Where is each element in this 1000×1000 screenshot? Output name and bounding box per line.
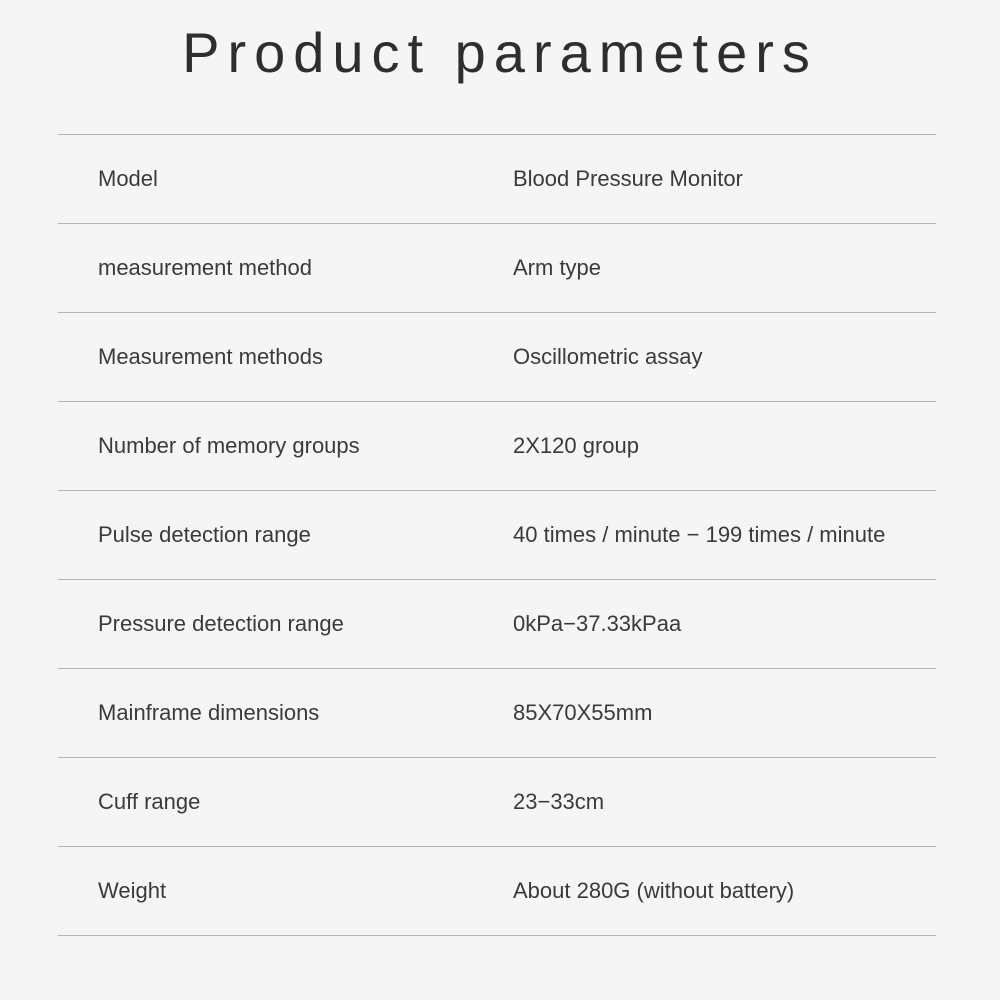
row-label: Pulse detection range — [98, 522, 311, 547]
parameters-table — [58, 134, 936, 936]
table-row — [58, 134, 936, 223]
row-label: Mainframe dimensions — [98, 700, 320, 725]
table-row — [58, 223, 936, 312]
row-label: Pressure detection range — [98, 611, 344, 636]
row-value: 0kPa−37.33kPaa — [513, 611, 682, 636]
table-row — [58, 757, 936, 846]
row-label: Model — [98, 166, 158, 191]
row-value: 85X70X55mm — [513, 700, 653, 725]
table-row — [58, 490, 936, 579]
table-row — [58, 579, 936, 668]
row-value: About 280G (without battery) — [513, 878, 795, 903]
row-label: Cuff range — [98, 789, 201, 814]
row-label: Weight — [98, 878, 167, 903]
row-value: Blood Pressure Monitor — [513, 166, 743, 191]
table-row — [58, 401, 936, 490]
table-row — [58, 668, 936, 757]
row-value: Arm type — [513, 255, 602, 280]
row-label: measurement method — [98, 255, 312, 280]
table-row — [58, 312, 936, 401]
row-value: 40 times / minute − 199 times / minute — [513, 522, 886, 547]
row-label: Number of memory groups — [98, 433, 360, 458]
row-value: 2X120 group — [513, 433, 639, 458]
row-value: Oscillometric assay — [513, 344, 703, 369]
row-value: 23−33cm — [513, 789, 605, 814]
row-label: Measurement methods — [98, 344, 323, 369]
page-title: Product parameters — [182, 21, 818, 84]
table-row — [58, 846, 936, 936]
